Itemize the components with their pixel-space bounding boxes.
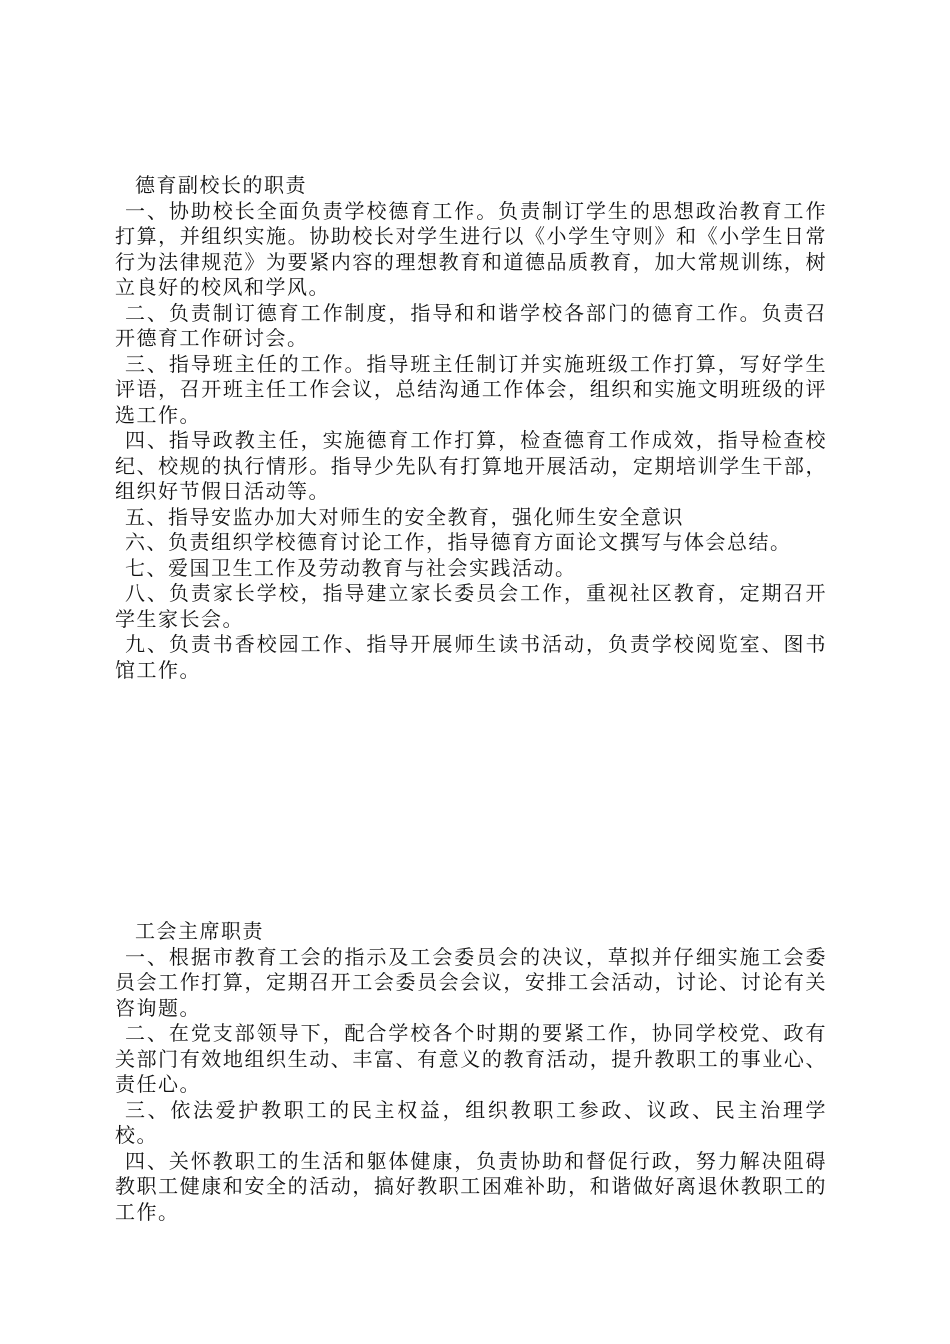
section-union-chairman [115, 919, 827, 1225]
paragraph: 三、指导班主任的工作。指导班主任制订并实施班级工作打算，写好学生评语，召开班主任工作会议，总结沟通工作体会，组织和实施文明班级的评选工作。 [115, 351, 827, 427]
paragraph: 一、协助校长全面负责学校德育工作。负责制订学生的思想政治教育工作打算，并组织实施。协助校长对学生进行以《小学生守则》和《小学生日常行为法律规范》为要紧内容的理想教育和道德品质教育，加大常规训练，树立良好的校风和学风。 [115, 198, 827, 299]
section-title: 工会主席职责 [135, 919, 264, 943]
paragraph: 四、指导政教主任，实施德育工作打算，检查德育工作成效，指导检查校纪、校规的执行情形。指导少先队有打算地开展活动，定期培训学生干部，组织好节假日活动等。 [115, 428, 827, 503]
paragraph: 六、负责组织学校德育讨论工作，指导德育方面论文撰写与体会总结。 [125, 530, 792, 554]
paragraph: 九、负责书香校园工作、指导开展师生读书活动，负责学校阅览室、图书馆工作。 [115, 632, 827, 682]
paragraph: 三、依法爱护教职工的民主权益，组织教职工参政、议政、民主治理学校。 [115, 1097, 827, 1147]
section-deyu-vice-principal [115, 173, 827, 683]
paragraph: 一、根据市教育工会的指示及工会委员会的决议，草拟并仔细实施工会委员会工作打算，定期召开工会委员会会议，安排工会活动，讨论、讨论有关咨询题。 [115, 944, 827, 1020]
section-title: 德育副校长的职责 [135, 173, 307, 197]
paragraph: 二、在党支部领导下，配合学校各个时期的要紧工作，协同学校党、政有关部门有效地组织生动、丰富、有意义的教育活动，提升教职工的事业心、责任心。 [115, 1021, 827, 1096]
paragraph: 五、指导安监办加大对师生的安全教育，强化师生安全意识 [125, 504, 684, 529]
paragraph: 八、负责家长学校，指导建立家长委员会工作，重视社区教育，定期召开学生家长会。 [115, 581, 827, 631]
paragraph: 二、负责制订德育工作制度，指导和和谐学校各部门的德育工作。负责召开德育工作研讨会。 [115, 300, 827, 350]
paragraph: 四、关怀教职工的生活和躯体健康，负责协助和督促行政，努力解决阻碍教职工健康和安全的活动，搞好教职工困难补助，和谐做好离退休教职工的工作。 [115, 1148, 827, 1224]
paragraph: 七、爱国卫生工作及劳动教育与社会实践活动。 [125, 555, 577, 580]
